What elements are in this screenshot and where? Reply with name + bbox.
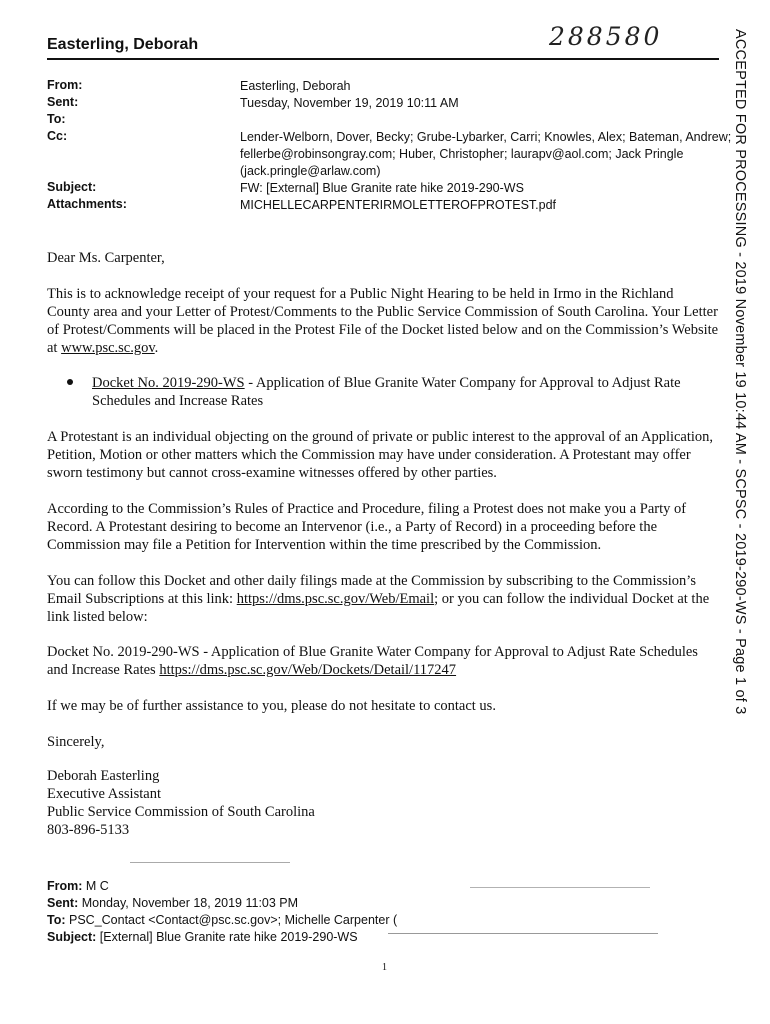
paragraph-text: This is to acknowledge receipt of your request for a Public Night Hearing to be held in Irmo in the Richland County area and your Letter of Protest/Comments to the Public Service Commission of South Carolina. Your Letter of Protest/Comments will be placed in the Protest File of the Docket listed below and on the Commission’s Website at <box>47 286 719 356</box>
body-paragraph-acknowledgement <box>47 285 719 357</box>
subject-value: FW: [External] Blue Granite rate hike 2019-290-WS <box>240 181 524 195</box>
forwarded-to-value: PSC_Contact <Contact@psc.sc.gov>; Michelle Carpenter ( <box>69 913 398 927</box>
email-subscriptions-link[interactable]: https://dms.psc.sc.gov/Web/Email <box>236 591 435 607</box>
docket-detail-link[interactable]: https://dms.psc.sc.gov/Web/Dockets/Detail/117247 <box>159 662 457 678</box>
paragraph-end: ; or you can follow the individual Docket at the link listed below: <box>47 591 710 625</box>
scan-artifact <box>130 862 290 863</box>
forwarded-sent <box>47 896 298 910</box>
docket-description: - Application of Blue Granite Water Company for Approval to Adjust Rate Schedules and Increase Rates <box>92 375 681 409</box>
bullet-icon <box>67 379 73 385</box>
sent-label: Sent: <box>47 95 79 109</box>
processing-stamp-text: ACCEPTED FOR PROCESSING - 2019 November 19 10:44 AM - SCPSC - 2019-290-WS - Page 1 of 3 <box>732 29 748 715</box>
psc-website-link[interactable]: www.psc.sc.gov <box>61 340 155 356</box>
signature-org: Public Service Commission of South Carolina <box>47 804 315 820</box>
body-paragraph-assistance: If we may be of further assistance to you, please do not hesitate to contact us. <box>47 698 496 714</box>
scan-artifact <box>470 887 650 888</box>
docket-bullet-item <box>92 374 717 410</box>
to-label: To: <box>47 112 66 126</box>
forwarded-subject <box>47 930 358 944</box>
signature-title: Executive Assistant <box>47 786 161 802</box>
body-paragraph-protestant: A Protestant is an individual objecting on the ground of private or public interest to the approval of an Application, Petition, Motion or other matters which the Commission may have under consideration. A Protestant may offer sworn testimony but cannot cross-examine witnesses offered by other parties. <box>47 429 714 481</box>
paragraph-end: . <box>154 340 159 356</box>
body-paragraph-rules: According to the Commission’s Rules of Practice and Procedure, filing a Protest does not make you a Party of Record. A Protestant desiring to become an Intervenor (i.e., a Party of Record) in a proceeding before the Commission may file a Petition for Intervention within the time prescribed by the Commission. <box>47 501 687 553</box>
paragraph-text: Docket No. 2019-290-WS - Application of Blue Granite Water Company for Approval to Adjust Rate Schedules and Increase Rates <box>47 644 698 678</box>
closing: Sincerely, <box>47 734 105 750</box>
page-number: 1 <box>382 962 387 973</box>
body-paragraph-docket <box>47 643 719 679</box>
signature-name: Deborah Easterling <box>47 768 160 784</box>
header-divider <box>47 58 719 60</box>
forwarded-subject-label: Subject: <box>47 930 97 944</box>
sent-value: Tuesday, November 19, 2019 10:11 AM <box>240 96 459 110</box>
forwarded-subject-value: [External] Blue Granite rate hike 2019-290-WS <box>99 930 358 944</box>
cc-label: Cc: <box>47 129 68 143</box>
forwarded-to-label: To: <box>47 913 66 927</box>
forwarded-sent-value: Monday, November 18, 2019 11:03 PM <box>81 896 299 910</box>
attachments-label: Attachments: <box>47 197 127 211</box>
signature-phone: 803-896-5133 <box>47 822 130 838</box>
scan-artifact <box>388 933 658 934</box>
body-paragraph-follow <box>47 572 719 626</box>
forwarded-from-value: M C <box>85 879 109 893</box>
forwarded-from <box>47 879 109 893</box>
forwarded-from-label: From: <box>47 879 83 893</box>
salutation: Dear Ms. Carpenter, <box>47 250 165 266</box>
from-value: Easterling, Deborah <box>240 79 351 93</box>
sender-header-name: Easterling, Deborah <box>47 36 199 53</box>
forwarded-sent-label: Sent: <box>47 896 79 910</box>
forwarded-to <box>47 913 397 927</box>
from-label: From: <box>47 78 83 92</box>
docket-link[interactable]: Docket No. 2019-290-WS <box>92 375 245 391</box>
subject-label: Subject: <box>47 180 97 194</box>
attachment-file[interactable]: MICHELLECARPENTERIRMOLETTEROFPROTEST.pdf <box>240 198 557 212</box>
cc-value-line2: fellerbe@robinsongray.com; Huber, Christopher; laurapv@aol.com; Jack Pringle <box>240 147 684 161</box>
handwritten-document-number: 288580 <box>549 22 663 51</box>
paragraph-text: You can follow this Docket and other daily filings made at the Commission by subscribing to the Commission’s Email Subscriptions at this link: <box>47 573 696 607</box>
processing-stamp <box>727 2 753 742</box>
cc-value-line1: Lender-Welborn, Dover, Becky; Grube-Lybarker, Carri; Knowles, Alex; Bateman, Andrew; <box>240 130 732 144</box>
cc-value-line3: (jack.pringle@arlaw.com) <box>240 164 381 178</box>
